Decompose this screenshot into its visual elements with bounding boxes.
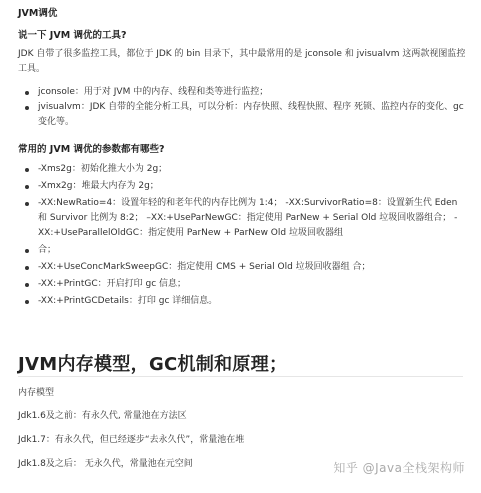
memory-line: Jdk1.8及之后： 无永久代，常量池在元空间 — [18, 459, 193, 469]
memory-section-title: JVM内存模型，GC机制和原理； — [18, 354, 288, 375]
list-item-text: -XX:NewRatio=4：设置年轻的和老年代的内存比例为 1:4； -XX:SurvivorRatio=8：设置新生代 Eden 和 Survivor 比例为 8:2； –XX:+UseParNewGC：指定使用 ParNew + Serial Old 垃圾回收器组合； -XX:+UseParallelOldGC：指定使用 ParNew + ParNew Old 垃圾回收器组 — [38, 198, 458, 238]
section-title: JVM调优 — [18, 8, 58, 19]
q1-intro: JDK 自带了很多监控工具，都位于 JDK 的 bin 目录下，其中最常用的是 jconsole 和 jvisualvm 这两款视图监控工具。 — [18, 49, 466, 74]
bullet-icon — [25, 283, 29, 287]
list-item-text: -Xms2g：初始化推大小为 2g； — [38, 164, 168, 174]
bullet-icon — [25, 106, 29, 110]
q2-heading: 常用的 JVM 调优的参数都有哪些? — [18, 144, 165, 155]
q1-list — [18, 85, 466, 130]
bullet-icon — [25, 202, 29, 206]
list-item-text: 合； — [38, 245, 57, 255]
bullet-icon — [25, 91, 29, 95]
bullet-icon — [25, 300, 29, 304]
memory-line: Jdk1.6及之前：有永久代, 常量池在方法区 — [18, 411, 187, 421]
bullet-icon — [25, 168, 29, 172]
list-item — [18, 277, 466, 292]
memory-subtitle: 内存模型 — [18, 388, 55, 398]
bullet-icon — [25, 249, 29, 253]
list-item — [18, 85, 466, 100]
bullet-icon — [25, 266, 29, 270]
list-item — [18, 243, 466, 258]
list-item — [18, 100, 466, 130]
list-item-text: jvisualvm：JDK 自带的全能分析工具，可以分析：内存快照、线程快照、程序 死锁、监控内存的变化、gc 变化等。 — [38, 102, 464, 127]
memory-line: Jdk1.7：有永久代，但已经逐步“去永久代”，常量池在堆 — [18, 435, 245, 445]
list-item-text: -XX:+PrintGC：开启打印 gc 信息； — [38, 279, 187, 289]
list-item — [18, 294, 466, 309]
list-item-text: -XX:+UseConcMarkSweepGC：指定使用 CMS + Serial Old 垃圾回收器组 合； — [38, 262, 371, 272]
list-item — [18, 162, 466, 177]
list-item-text: -XX:+PrintGCDetails：打印 gc 详细信息。 — [38, 296, 218, 306]
list-item-text: -Xmx2g：堆最大内存为 2g； — [38, 181, 159, 191]
list-item-text: jconsole：用于对 JVM 中的内存、线程和类等进行监控； — [38, 87, 269, 97]
divider — [18, 376, 463, 377]
q1-heading: 说一下 JVM 调优的工具? — [18, 30, 127, 41]
list-item — [18, 260, 466, 275]
list-item — [18, 179, 466, 194]
watermark: 知乎 @Java全栈架构师 — [333, 461, 465, 475]
bullet-icon — [25, 185, 29, 189]
q2-list — [18, 162, 466, 309]
list-item — [18, 196, 466, 241]
